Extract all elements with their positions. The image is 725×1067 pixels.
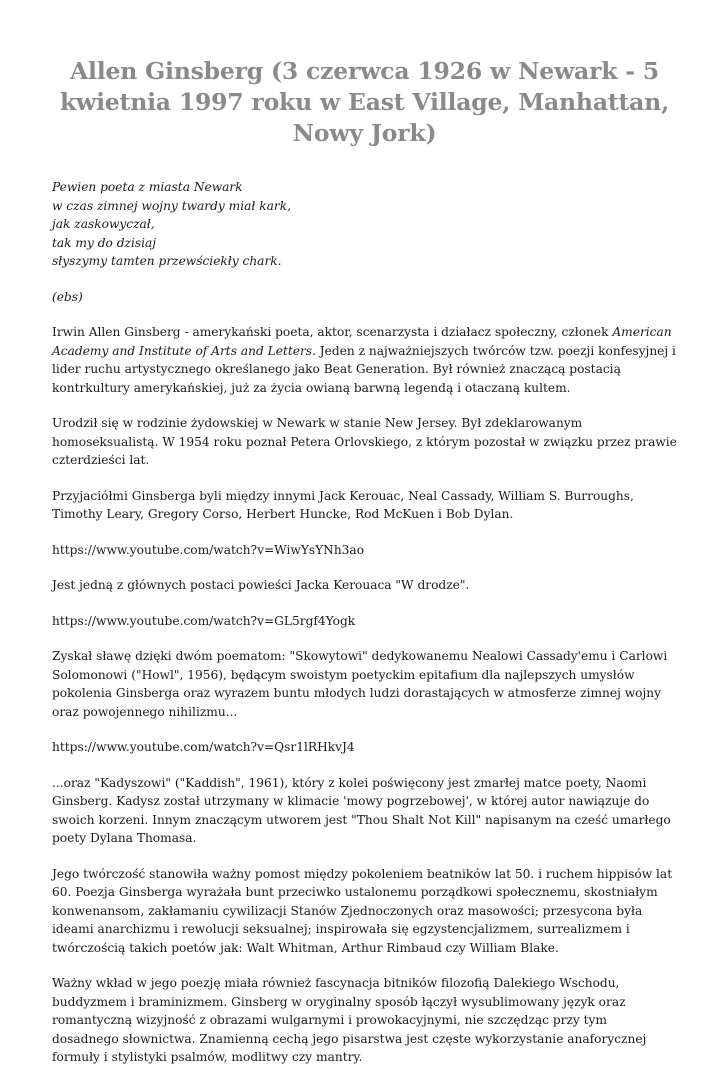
- poem-line: słyszymy tamten przewściekły chark.: [52, 254, 282, 268]
- poem-line: jak zaskowyczał,: [52, 217, 155, 231]
- paragraph-influence: Jego twórczość stanowiła ważny pomost między pokoleniem beatników lat 50. i ruchem hippisów lat 60. Poezja Ginsberga wyrażała bunt przeciwko ustalonemu porządkowi społecznemu, skostniałym konwenansom, zakłamaniu cywilizacji Stanów Zjednoczonych oraz masowości; przesycona była ideami anarchizmu i rewolucji seksualnej; inspirowała się egzystencjalizmem, surrealizmem i twórczością takich poetów jak: Walt Whitman, Arthur Rimbaud czy William Blake.: [52, 866, 673, 955]
- poem-line: tak my do dzisiaj: [52, 235, 157, 250]
- paragraph-intro-text-a: Irwin Allen Ginsberg - amerykański poeta, aktor, scenarzysta i działacz społeczny, członek: [52, 325, 613, 339]
- document-page: [52, 0, 677, 1067]
- page-title: Allen Ginsberg (3 czerwca 1926 w Newark - 5 kwietnia 1997 roku w East Village, Manhattan, Nowy Jork): [59, 57, 670, 147]
- poem-signature: (ebs): [52, 289, 83, 304]
- paragraph-intro-text-b: . Jeden z najważniejszych twórców tzw. poezji konfesyjnej i lider ruchu artystycznego określanego jako Beat Generation. Był również znaczącą postacią kontrkultury amerykańskiej, już za życia owianą barwną legendą i otaczaną kultem.: [52, 343, 676, 395]
- paragraph-friends: Przyjaciółmi Ginsberga byli między innymi Jack Kerouac, Neal Cassady, William S. Burroughs, Timothy Leary, Gregory Corso, Herbert Huncke, Rod McKuen i Bob Dylan.: [52, 488, 634, 521]
- epigraph-poem: [52, 178, 677, 271]
- paragraph-biography: Urodził się w rodzinie żydowskiej w Newark w stanie New Jersey. Był zdeklarowanym homoseksualistą. W 1954 roku poznał Petera Orlovskiego, z którym pozostał w związku przez prawie czterdzieści lat.: [52, 416, 677, 467]
- youtube-link-2[interactable]: https://www.youtube.com/watch?v=GL5rgf4Yogk: [52, 613, 356, 628]
- academy-name: American Academy and Institute of Arts and Letters: [52, 325, 672, 358]
- paragraph-kaddish: ...oraz "Kadyszowi" ("Kaddish", 1961), który z kolei poświęcony jest zmarłej matce poety, Naomi Ginsberg. Kadysz został utrzymany w klimacie 'mowy pogrzebowej', w której autor nawiązuje do swoich korzeni. Innym znaczącym utworem jest "Thou Shalt Not Kill" napisanym na cześć umarłego poety Dylana Thomasa.: [52, 775, 671, 845]
- paragraph-on-the-road: Jest jedną z głównych postaci powieści Jacka Kerouaca "W drodze".: [52, 578, 470, 592]
- poem-line: w czas zimnej wojny twardy miał kark,: [52, 198, 291, 213]
- poem-line: Pewien poeta z miasta Newark: [52, 180, 243, 194]
- youtube-link-1[interactable]: https://www.youtube.com/watch?v=WiwYsYNh3ao: [52, 542, 365, 557]
- paragraph-howl: Zyskał sławę dzięki dwóm poematom: "Skowytowi" dedykowanemu Nealowi Cassady'emu i Carlowi Solomonowi ("Howl", 1956), będącym swoistym poetyckim epitafium dla najlepszych umysłów pokolenia Ginsberga oraz wyrazem buntu młodych ludzi dorastających w atmosferze zimnej wojny oraz powojennego nihilizmu...: [52, 649, 668, 719]
- paragraph-eastern-philosophy: Ważny wkład w jego poezję miała również fascynacja bitników filozofią Dalekiego Wschodu, buddyzmem i braminizmem. Ginsberg w oryginalny sposób łączył wysublimowany język oraz romantyczną wizyjność z obrazami wulgarnymi i prowokacyjnymi, nie szczędząc przy tym dosadnego słownictwa. Znamienną cechą jego pisarstwa jest częste wykorzystanie anaforycznej formuły i stylistyki psalmów, modlitwy czy mantry.: [52, 976, 647, 1064]
- youtube-link-3[interactable]: https://www.youtube.com/watch?v=Qsr1lRHkvJ4: [52, 740, 355, 754]
- paragraph-intro: [52, 323, 677, 397]
